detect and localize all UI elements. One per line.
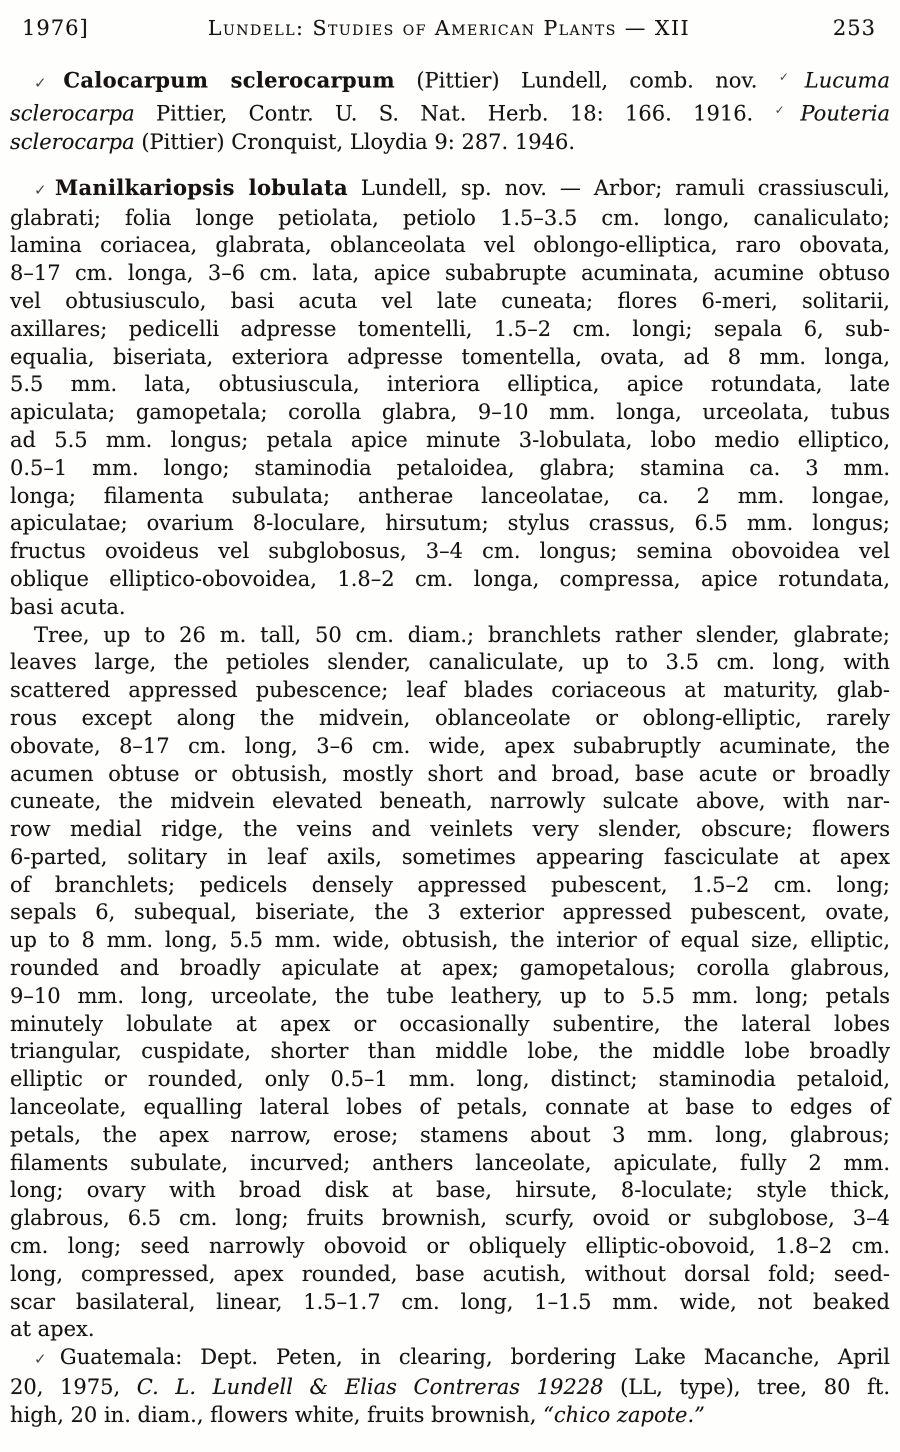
text-run: vel obtusiusculo, basi acuta vel late cuneata; flores 6-meri, solitarii, bbox=[10, 288, 890, 313]
text-run: 9–10 mm. long, urceolate, the tube leathery, up to 5.5 mm. long; petals bbox=[10, 983, 890, 1008]
text-line bbox=[10, 705, 890, 733]
text-line bbox=[10, 1316, 890, 1344]
text-line bbox=[10, 1402, 890, 1430]
text-line bbox=[10, 1122, 890, 1150]
text-run: up to 8 mm. long, 5.5 mm. wide, obtusish, the interior of equal size, elliptic, bbox=[10, 928, 890, 953]
text-run: equalia, biseriata, exteriora adpresse tomentella, ovata, ad 8 mm. longa, bbox=[10, 344, 890, 369]
text-line bbox=[10, 622, 890, 650]
text-run: (LL, type), tree, 80 ft. bbox=[603, 1375, 891, 1400]
manilkariopsis-latin-diagnosis bbox=[10, 174, 890, 622]
text-line bbox=[10, 1205, 890, 1233]
text-run: high, 20 in. diam., flowers white, fruits brownish, bbox=[10, 1402, 544, 1427]
text-line bbox=[10, 1261, 890, 1289]
text-line bbox=[10, 649, 890, 677]
text-run: Tree, up to 26 m. tall, 50 cm. diam.; branchlets rather slender, glabrate; bbox=[34, 622, 890, 647]
text-run: row medial ridge, the veins and veinlets very slender, obscure; flowers bbox=[10, 817, 890, 842]
text-run: acumen obtuse or obtusish, mostly short and broad, base acute or broadly bbox=[10, 761, 890, 786]
text-line bbox=[10, 1344, 890, 1374]
text-run: 6-parted, solitary in leaf axils, sometimes appearing fasciculate at apex bbox=[10, 844, 890, 869]
text-run: long; ovary with broad disk at base, hirsute, 8-loculate; style thick, bbox=[10, 1178, 890, 1203]
text-line bbox=[10, 1177, 890, 1205]
text-line bbox=[10, 677, 890, 705]
text-line bbox=[10, 260, 890, 288]
italic-text: Pouteria bbox=[800, 102, 890, 127]
text-run: glabrous, 6.5 cm. long; fruits brownish, scurfy, ovoid or subglobose, 3–4 bbox=[10, 1206, 890, 1231]
text-line bbox=[10, 205, 890, 233]
text-run: cm. long; seed narrowly obovoid or obliquely elliptic-obovoid, 1.8–2 cm. bbox=[10, 1234, 890, 1259]
italic-text: sclerocarpa bbox=[10, 102, 135, 127]
text-line bbox=[10, 788, 890, 816]
text-line bbox=[10, 761, 890, 789]
text-run: filaments subulate, incurved; anthers lanceolate, apiculate, fully 2 mm. bbox=[10, 1150, 890, 1175]
italic-text: Lucuma bbox=[804, 68, 890, 93]
text-line bbox=[10, 1038, 890, 1066]
volume-year: 1976] bbox=[22, 16, 89, 40]
italic-text: sclerocarpa bbox=[10, 129, 135, 154]
running-title: Lundell: Studies of American Plants — XII bbox=[207, 16, 691, 40]
text-run: (Pittier) Lundell, comb. nov. bbox=[394, 68, 779, 93]
text-line bbox=[10, 955, 890, 983]
text-run: axillares; pedicelli adpresse tomentelli, 1.5–2 cm. longi; sepala 6, sub- bbox=[10, 316, 890, 341]
text-run: apiculatae; ovarium 8-loculare, hirsutum; stylus crassus, 6.5 mm. longus; bbox=[10, 511, 890, 536]
text-line bbox=[10, 983, 890, 1011]
text-run: fructus ovoideus vel subglobosus, 3–4 cm. longus; semina obovoidea vel bbox=[10, 539, 890, 564]
text-run: apiculata; gamopetala; corolla glabra, 9–10 mm. longa, urceolata, tubus bbox=[10, 400, 890, 425]
text-line bbox=[10, 483, 890, 511]
text-line bbox=[10, 927, 890, 955]
text-run: 0.5–1 mm. longo; staminodia petaloidea, glabra; stamina ca. 3 mm. bbox=[10, 455, 890, 480]
english-description bbox=[10, 622, 890, 1345]
text-run: at apex. bbox=[10, 1317, 95, 1342]
text-run: (Pittier) Cronquist, Lloydia 9: 287. 1946. bbox=[134, 129, 576, 154]
text-run: lamina coriacea, glabrata, oblanceolata vel oblongo-elliptica, raro obovata, bbox=[10, 233, 890, 258]
document-body bbox=[10, 64, 890, 1430]
text-run: 5.5 mm. lata, obtusiuscula, interiora elliptica, apice rotundata, late bbox=[10, 372, 890, 397]
text-line bbox=[10, 733, 890, 761]
text-line bbox=[10, 1289, 890, 1317]
text-line bbox=[10, 1094, 890, 1122]
text-run: Guatemala: Dept. Peten, in clearing, bordering Lake Macanche, April bbox=[59, 1345, 890, 1370]
text-line bbox=[10, 566, 890, 594]
text-line bbox=[10, 816, 890, 844]
calocarpum-combination-entry bbox=[10, 64, 890, 157]
text-line bbox=[10, 316, 890, 344]
text-run: obovate, 8–17 cm. long, 3–6 cm. wide, apex subabruptly acuminate, the bbox=[10, 733, 890, 758]
type-collection-paragraph bbox=[10, 1344, 890, 1429]
text-run: leaves large, the petioles slender, canaliculate, up to 3.5 cm. long, with bbox=[10, 650, 890, 675]
text-run: ad 5.5 mm. longus; petala apice minute 3-lobulata, lobo medio elliptico, bbox=[10, 427, 890, 452]
text-run: Lundell, sp. nov. — Arbor; ramuli crassiusculi, bbox=[347, 175, 890, 200]
text-line bbox=[10, 844, 890, 872]
text-run: scattered appressed pubescence; leaf blades coriaceous at maturity, glab- bbox=[10, 678, 890, 703]
text-line bbox=[10, 399, 890, 427]
text-run: rous except along the midvein, oblanceolate or oblong-elliptic, rarely bbox=[10, 705, 890, 730]
page-number: 253 bbox=[832, 16, 876, 40]
pencil-checkmark: ✓ bbox=[34, 73, 62, 92]
text-line bbox=[10, 538, 890, 566]
text-line bbox=[10, 1011, 890, 1039]
text-line bbox=[10, 64, 890, 97]
italic-text: C. L. Lundell & Elias Contreras 19228 bbox=[136, 1375, 604, 1400]
text-run: 20, 1975, bbox=[10, 1375, 137, 1400]
text-run: cuneate, the midvein elevated beneath, narrowly sulcate above, with nar- bbox=[10, 789, 890, 814]
text-line bbox=[10, 97, 890, 128]
text-run: glabrati; folia longe petiolata, petiolo 1.5–3.5 cm. longo, canaliculato; bbox=[10, 205, 890, 230]
text-line bbox=[10, 510, 890, 538]
pencil-checkmark: ✓ bbox=[774, 103, 800, 118]
text-line bbox=[10, 427, 890, 455]
text-run: elliptic or rounded, only 0.5–1 mm. long, distinct; staminodia petaloid, bbox=[10, 1067, 890, 1092]
text-run: rounded and broadly apiculate at apex; gamopetalous; corolla glabrous, bbox=[10, 956, 890, 981]
text-line bbox=[10, 344, 890, 372]
page-header bbox=[10, 14, 890, 40]
pencil-checkmark: ✓ bbox=[34, 180, 53, 199]
text-line bbox=[10, 899, 890, 927]
text-run: oblique elliptico-obovoidea, 1.8–2 cm. longa, compressa, apice rotundata, bbox=[10, 566, 890, 591]
text-line bbox=[10, 1066, 890, 1094]
text-run: scar basilateral, linear, 1.5–1.7 cm. long, 1–1.5 mm. wide, not beaked bbox=[10, 1289, 890, 1314]
text-run: 8–17 cm. longa, 3–6 cm. lata, apice subabrupte acuminata, acumine obtuso bbox=[10, 261, 890, 286]
text-line bbox=[10, 1150, 890, 1178]
italic-text: “chico zapote.” bbox=[543, 1402, 705, 1427]
taxon-name: Calocarpum sclerocarpum bbox=[63, 67, 395, 93]
text-run: petals, the apex narrow, erose; stamens about 3 mm. long, glabrous; bbox=[10, 1122, 890, 1147]
text-line bbox=[10, 371, 890, 399]
text-line bbox=[10, 232, 890, 260]
text-line bbox=[10, 1233, 890, 1261]
text-line bbox=[10, 129, 890, 157]
text-line bbox=[10, 594, 890, 622]
text-line bbox=[10, 174, 890, 205]
pencil-checkmark: ✓ bbox=[778, 70, 804, 84]
taxon-name: Manilkariopsis lobulata bbox=[54, 174, 348, 200]
text-run: longa; filamenta subulata; antherae lanceolatae, ca. 2 mm. longae, bbox=[10, 483, 890, 508]
text-run: lanceolate, equalling lateral lobes of petals, connate at base to edges of bbox=[10, 1095, 890, 1120]
text-run: Pittier, Contr. U. S. Nat. Herb. 18: 166. 1916. bbox=[134, 102, 775, 127]
text-line bbox=[10, 288, 890, 316]
text-line bbox=[10, 455, 890, 483]
text-line bbox=[10, 872, 890, 900]
text-line bbox=[10, 1374, 890, 1402]
text-run: sepals 6, subequal, biseriate, the 3 exterior appressed pubescent, ovate, bbox=[10, 900, 890, 925]
text-run: triangular, cuspidate, shorter than middle lobe, the middle lobe broadly bbox=[10, 1039, 890, 1064]
text-run: long, compressed, apex rounded, base acutish, without dorsal fold; seed- bbox=[10, 1261, 890, 1286]
text-run: of branchlets; pedicels densely appressed pubescent, 1.5–2 cm. long; bbox=[10, 872, 890, 897]
text-run: basi acuta. bbox=[10, 594, 126, 619]
pencil-checkmark: ✓ bbox=[34, 1350, 58, 1369]
text-run: minutely lobulate at apex or occasionally subentire, the lateral lobes bbox=[10, 1011, 890, 1036]
